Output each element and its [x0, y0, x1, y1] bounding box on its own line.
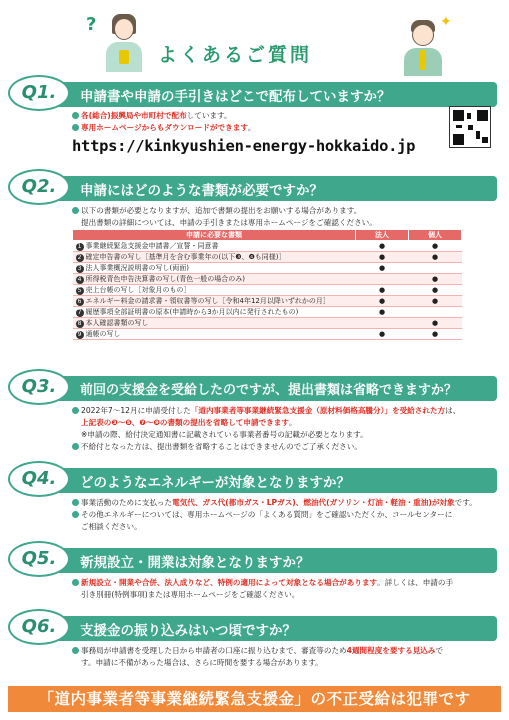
answer-text: 。詳しくは、申請の手	[377, 578, 454, 587]
question-text: 前回の支援金を受給したのですが、提出書類は省略できますか？	[80, 383, 458, 398]
answer	[72, 645, 495, 669]
qr-code-icon[interactable]	[449, 106, 491, 148]
bullet-icon	[72, 647, 79, 654]
indiv-mark: ●	[409, 252, 462, 263]
bullet-icon	[72, 112, 79, 119]
highlight-text: 各(総合)振興局や市町村で配布	[81, 111, 187, 120]
bullet-icon	[72, 124, 79, 131]
highlight-text: 専用ホームページからもダウンロードができます	[81, 123, 248, 132]
question-text: 申請にはどのような書類が必要ですか？	[80, 183, 323, 199]
column-header: 法人	[356, 230, 409, 241]
answer-line	[72, 521, 495, 533]
question-number: Q2.	[8, 169, 70, 205]
answer-text: 不給付となった方は、提出書類を省略することはできませんのでご了承ください。	[81, 442, 362, 451]
table-row	[73, 241, 462, 252]
table-row	[73, 329, 462, 340]
document-cell	[73, 307, 356, 318]
answer-text: 提出書類の詳細については、申請の手引きまたは専用ホームページをご確認ください。	[81, 218, 377, 227]
question-text: 新規設立・開業は対象となりますか？	[80, 555, 310, 571]
document-name: 本人確認書類の写し	[85, 319, 149, 327]
question-number: Q5.	[8, 541, 70, 577]
pointer-arrow	[72, 393, 84, 400]
answer	[72, 497, 495, 533]
qa-1	[8, 82, 501, 162]
page	[8, 8, 501, 712]
column-header: 個人	[409, 230, 462, 241]
number-badge: 4	[76, 276, 84, 284]
note-text: ※申請の際、給付決定通知書に記載されている事業者番号の記載が必要となります。	[81, 430, 368, 439]
corp-mark: ●	[356, 329, 409, 340]
bullet-icon	[72, 511, 79, 518]
answer-line	[72, 577, 495, 589]
answer-line	[72, 417, 495, 429]
table-row	[73, 296, 462, 307]
qa-5	[8, 548, 501, 608]
answer-line	[72, 217, 495, 229]
answer-text: 。	[247, 123, 256, 132]
answer-text: ご相談ください。	[81, 522, 142, 531]
document-name: 法人事業概況説明書の写し(両面)	[85, 264, 189, 272]
question-mark-icon: ?	[86, 14, 97, 35]
answer-text: 2022年7～12月に申請受付した	[81, 406, 191, 415]
highlight-text: 上記表の❸～❺、❼～❾の書類の提出を省略して申請できます	[81, 418, 289, 427]
highlight-text: 新規設立・開業や合併、法人成りなど、特例の適用によって対象となる場合があります	[81, 578, 378, 587]
indiv-mark: ●	[409, 296, 462, 307]
document-name: 履歴事項全部証明書の原本(申請時から3か月以内に発行されたもの)	[85, 308, 299, 316]
pointer-arrow	[72, 193, 84, 200]
table-header-row	[73, 230, 462, 241]
table-row	[73, 252, 462, 263]
indiv-mark	[409, 307, 462, 318]
answer-text: しています。	[186, 111, 232, 120]
answer-text: 事業活動のために支払った	[81, 498, 173, 507]
highlight-text: 「道内事業者等事業継続緊急支援金（原材料価格高騰分）」を受給された方	[190, 406, 446, 415]
document-cell	[73, 318, 356, 329]
answer-line	[72, 497, 495, 509]
document-cell	[73, 296, 356, 307]
answer-line	[72, 509, 495, 521]
number-badge: 6	[76, 298, 84, 306]
document-name: エネルギー料金の請求書・領収書等の写し［令和4年12月以降いずれかの月］	[85, 297, 330, 305]
answer-line	[72, 657, 495, 669]
document-name: 売上台帳の写し［対象月のもの］	[85, 286, 191, 294]
document-name: 確定申告書の写し［基準月を含む事業年の(以下❸、❹も同様)］	[85, 253, 286, 261]
website-link[interactable]: https://kinkyushien-energy-hokkaido.jp	[72, 137, 416, 155]
bullet-icon	[72, 579, 79, 586]
answer-text: す。申請に不備があった場合は、さらに時間を要する場合があります。	[81, 658, 323, 667]
lightbulb-icon: ✦	[440, 14, 452, 30]
pointer-arrow	[72, 565, 84, 572]
table-row	[73, 285, 462, 296]
document-cell	[73, 252, 356, 263]
document-cell	[73, 263, 356, 274]
indiv-mark: ●	[409, 274, 462, 285]
answer-text: その他エネルギーについては、専用ホームページの「よくある質問」をご確認いただくか、コールセンターに	[81, 510, 453, 519]
qa-6	[8, 616, 501, 676]
bullet-icon	[72, 207, 79, 214]
question-number: Q3.	[8, 369, 70, 405]
question-number: Q4.	[8, 461, 70, 497]
highlight-text: 4週間程度を要する見込み	[346, 646, 436, 655]
fraud-warning-banner: 「道内事業者等事業継続緊急支援金」の不正受給は犯罪です	[8, 686, 501, 712]
column-header: 申請に必要な書類	[73, 230, 356, 241]
corp-mark: ●	[356, 307, 409, 318]
answer	[72, 110, 495, 155]
answer	[72, 205, 495, 338]
answer	[72, 577, 495, 601]
corp-mark: ●	[356, 241, 409, 252]
document-name: 事業継続緊急支援金申請書／宣誓・同意書	[85, 242, 219, 250]
number-badge: 5	[76, 287, 84, 295]
answer-text: で	[435, 646, 444, 655]
table-row	[73, 307, 462, 318]
pointer-arrow	[72, 485, 84, 492]
corp-mark: ●	[356, 296, 409, 307]
highlight-text: 電気代、ガス代(都市ガス・LPガス)、燃油代(ガソリン・灯油・軽油・重油)が対象	[172, 498, 455, 507]
corp-mark	[356, 274, 409, 285]
table-row	[73, 263, 462, 274]
question-number: Q1.	[8, 75, 70, 111]
required-documents-table	[72, 229, 462, 340]
answer-line	[72, 429, 495, 441]
document-cell	[73, 241, 356, 252]
table-row	[73, 318, 462, 329]
number-badge: 9	[76, 331, 84, 339]
qa-2	[8, 176, 501, 362]
number-badge: 7	[76, 309, 84, 317]
answer-line	[72, 122, 495, 134]
question-text: 申請書や申請の手引きはどこで配布していますか？	[80, 89, 391, 105]
pointer-arrow	[72, 99, 84, 106]
table-row	[73, 274, 462, 285]
document-cell	[73, 329, 356, 340]
answer-line	[72, 645, 495, 657]
corp-mark	[356, 318, 409, 329]
pointer-arrow	[72, 633, 84, 640]
document-cell	[73, 285, 356, 296]
indiv-mark: ●	[409, 318, 462, 329]
answer-text: 。	[288, 418, 297, 427]
answer-text: です。	[454, 498, 477, 507]
answer-text: 引き別冊(特例事項)または専用ホームページをご確認ください。	[81, 590, 300, 599]
indiv-mark: ●	[409, 241, 462, 252]
qa-3	[8, 376, 501, 458]
number-badge: 1	[76, 243, 84, 251]
number-badge: 8	[76, 320, 84, 328]
answer-line	[72, 589, 495, 601]
answer-line	[72, 110, 495, 122]
bullet-icon	[72, 499, 79, 506]
indiv-mark	[409, 263, 462, 274]
question-number: Q6.	[8, 609, 70, 645]
question-text: どのようなエネルギーが対象となりますか？	[80, 475, 350, 491]
answer-text: 以下の書類が必要となりますが、追加で書類の提出をお願いする場合があります。	[81, 206, 362, 215]
woman-illustration	[102, 10, 146, 72]
corp-mark: ●	[356, 263, 409, 274]
corp-mark: ●	[356, 252, 409, 263]
answer-text: 事務局が申請書を受理した日から申請者の口座に振り込むまで、審査等のため	[81, 646, 347, 655]
number-badge: 2	[76, 254, 84, 262]
bullet-icon	[72, 407, 79, 414]
bullet-icon	[72, 443, 79, 450]
answer-line	[72, 405, 495, 417]
answer-text: は、	[445, 406, 461, 415]
answer-line	[72, 205, 495, 217]
document-name: 所得税青色申告決算書の写し(青色一般の場合のみ)	[85, 275, 245, 283]
number-badge: 3	[76, 265, 84, 273]
corp-mark: ●	[356, 285, 409, 296]
answer	[72, 405, 495, 453]
page-title: よくあるご質問	[158, 44, 313, 66]
answer-line	[72, 441, 495, 453]
qa-4	[8, 468, 501, 538]
document-cell	[73, 274, 356, 285]
question-text: 支援金の振り込みはいつ頃ですか？	[80, 623, 296, 639]
document-name: 通帳の写し	[85, 330, 121, 338]
indiv-mark: ●	[409, 329, 462, 340]
header	[8, 8, 501, 76]
indiv-mark: ●	[409, 285, 462, 296]
